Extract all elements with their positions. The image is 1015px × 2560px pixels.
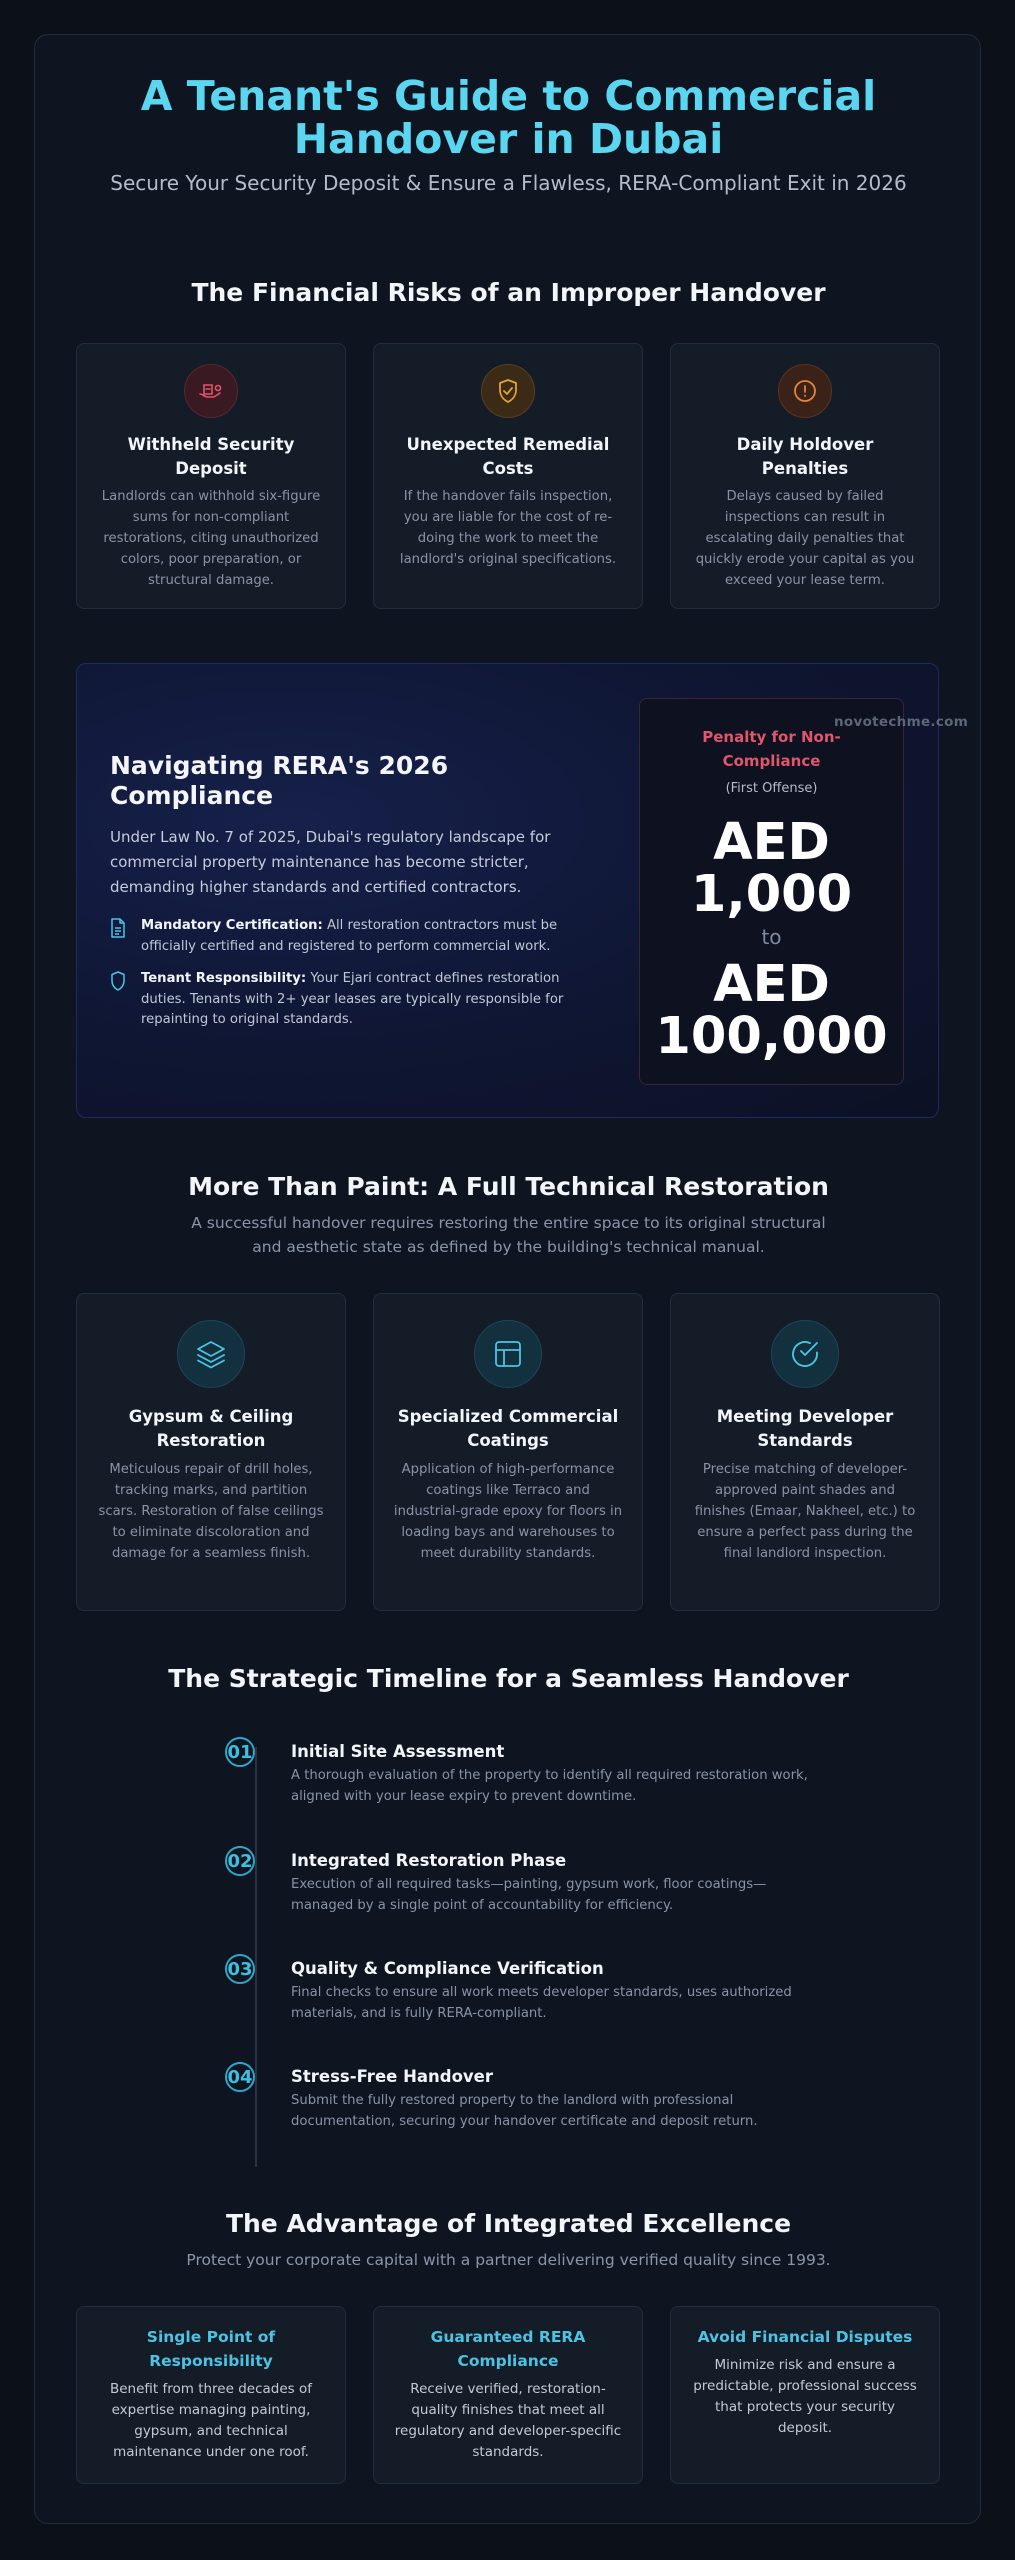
rera-item-tenant-responsibility: Tenant Responsibility: Your Ejari contract defines restoration duties. Tenants with 2+ year leases are typically responsible for repainting to original standards.: [110, 969, 590, 1031]
risk-card-remedial: [373, 343, 643, 609]
advantage-card-body: Minimize risk and ensure a predictable, professional success that protects your security deposit.: [693, 2357, 917, 2436]
restoration-card-coatings: [373, 1293, 643, 1611]
restoration-card-body: Precise matching of developer-approved paint shades and finishes (Emaar, Nakheel, etc.) to ensure a perfect pass during the final landlord inspection.: [694, 1462, 916, 1561]
rera-title: Navigating RERA's 2026 Compliance: [110, 751, 449, 810]
timeline-step-description: Execution of all required tasks—painting, gypsum work, floor coatings—managed by a single point of accountability for efficiency.: [291, 1877, 767, 1913]
restoration-card-body: Application of high-performance coatings like Terraco and industrial-grade epoxy for floors in loading bays and warehouses to meet durability standards.: [393, 1462, 623, 1561]
restoration-section-title: More Than Paint: A Full Technical Restoration: [188, 1172, 829, 1201]
advantage-card-body: Benefit from three decades of expertise managing painting, gypsum, and technical maintenance under one roof.: [109, 2381, 312, 2460]
advantage-card-title: Single Point of Responsibility: [146, 2328, 276, 2370]
timeline-section-title: The Strategic Timeline for a Seamless Handover: [168, 1664, 849, 1693]
penalty-range-separator: to: [761, 925, 782, 949]
risk-card-title: Daily Holdover Penalties: [736, 435, 874, 478]
shield-check-icon: [481, 364, 535, 418]
watermark-text: novotechme.com: [834, 714, 969, 730]
rera-item-certification: Mandatory Certification: All restoration contractors must be officially certified and registered to perform commercial work.: [110, 916, 590, 957]
timeline-step-description: A thorough evaluation of the property to identify all required restoration work, aligned with your lease expiry to prevent downtime.: [291, 1768, 808, 1804]
layers-icon: [177, 1320, 245, 1388]
timeline-step-title: Quality & Compliance Verification: [291, 1959, 604, 1978]
penalty-label: Penalty for Non-Compliance: [702, 728, 841, 770]
penalty-offense: (First Offense): [725, 781, 818, 796]
timeline-step-description: Final checks to ensure all work meets developer standards, uses authorized materials, and is fully RERA-compliant.: [291, 1985, 792, 2021]
restoration-section-subtitle: A successful handover requires restoring the entire space to its original structural and aesthetic state as defined by the building's technical manual.: [191, 1214, 826, 1256]
restoration-card-title: Meeting Developer Standards: [716, 1407, 894, 1450]
timeline-step-title: Integrated Restoration Phase: [291, 1851, 567, 1870]
restoration-card-gypsum: [76, 1293, 346, 1611]
timeline-step-number: 04: [225, 2062, 255, 2092]
restoration-card-body: Meticulous repair of drill holes, tracking marks, and partition scars. Restoration of false ceilings to eliminate discoloration and damage for a seamless finish.: [98, 1462, 324, 1561]
shield-icon: [110, 971, 126, 999]
alert-circle-icon: [778, 364, 832, 418]
timeline-step-title: Stress-Free Handover: [291, 2067, 493, 2086]
restoration-card-title: Gypsum & Ceiling Restoration: [128, 1407, 294, 1450]
risks-section-title: The Financial Risks of an Improper Handover: [191, 278, 826, 307]
advantage-section-title: The Advantage of Integrated Excellence: [225, 2209, 792, 2238]
advantage-card-body: Receive verified, restoration-quality finishes that meet all regulatory and developer-specific standards.: [394, 2381, 622, 2460]
timeline-step-title: Initial Site Assessment: [291, 1742, 505, 1761]
restoration-card-title: Specialized Commercial Coatings: [397, 1407, 619, 1450]
risk-card-body: Landlords can withhold six-figure sums for non-compliant restorations, citing unauthorized colors, poor preparation, or structural damage.: [101, 489, 321, 588]
money-icon: [184, 364, 238, 418]
advantage-section-subtitle: Protect your corporate capital with a partner delivering verified quality since 1993.: [186, 2251, 831, 2269]
timeline-line: [255, 1747, 257, 2167]
risk-card-holdover: [670, 343, 940, 609]
timeline-step-description: Submit the fully restored property to the landlord with professional documentation, securing your handover certificate and deposit return.: [291, 2093, 758, 2129]
timeline-step-number: 03: [225, 1954, 255, 1984]
penalty-max-amount: 100,000: [655, 1007, 888, 1066]
page-subtitle: Secure Your Security Deposit & Ensure a Flawless, RERA-Compliant Exit in 2026: [110, 171, 907, 195]
penalty-min-amount: 1,000: [690, 865, 853, 924]
rera-compliance-panel: [76, 663, 939, 1118]
restoration-card-developer: [670, 1293, 940, 1611]
risk-card-body: If the handover fails inspection, you are liable for the cost of re-doing the work to meet the landlord's original specifications.: [399, 489, 617, 567]
advantage-card-title: Avoid Financial Disputes: [697, 2328, 913, 2346]
risk-card-title: Unexpected Remedial Costs: [406, 435, 610, 478]
advantage-card-responsibility: [76, 2306, 346, 2484]
risk-card-deposit: [76, 343, 346, 609]
rera-description: Under Law No. 7 of 2025, Dubai's regulatory landscape for commercial property maintenance has become stricter, demanding higher standards and certified contractors.: [110, 828, 551, 896]
timeline-step-number: 01: [225, 1737, 255, 1767]
advantage-card-disputes: [670, 2306, 940, 2484]
penalty-box: [639, 698, 904, 1085]
risk-card-body: Delays caused by failed inspections can result in escalating daily penalties that quickly erode your capital as you exceed your lease term.: [695, 489, 915, 588]
document-icon: [110, 918, 126, 946]
check-circle-icon: [771, 1320, 839, 1388]
page-title: A Tenant's Guide to Commercial Handover in Dubai: [140, 72, 877, 163]
advantage-card-compliance: [373, 2306, 643, 2484]
timeline-step-number: 02: [225, 1846, 255, 1876]
penalty-max-currency: AED: [713, 955, 830, 1014]
layout-icon: [474, 1320, 542, 1388]
advantage-card-title: Guaranteed RERA Compliance: [430, 2328, 586, 2370]
infographic-page: [34, 34, 981, 2524]
risk-card-title: Withheld Security Deposit: [127, 435, 295, 478]
penalty-min-currency: AED: [713, 813, 830, 872]
